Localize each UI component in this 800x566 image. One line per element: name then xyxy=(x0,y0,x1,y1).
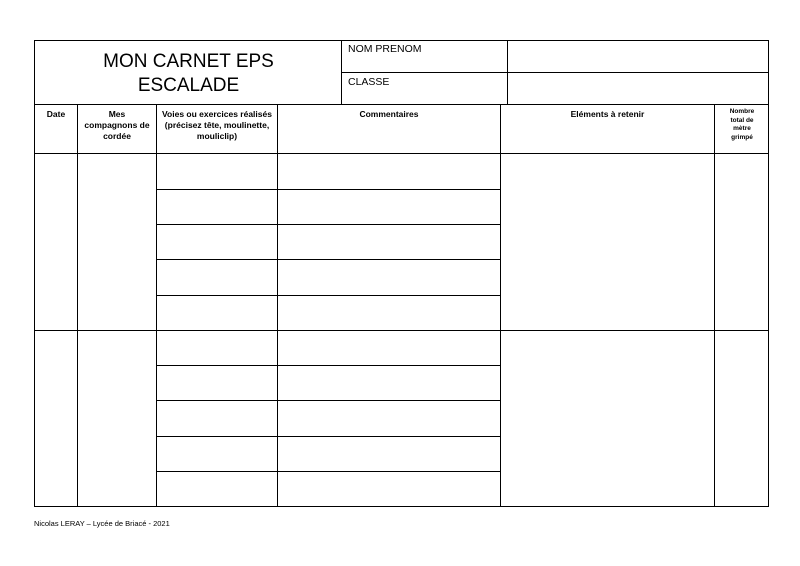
session-2-route-line-4 xyxy=(156,471,500,472)
column-header-meters: Nombre total de mètre grimpé xyxy=(729,108,755,141)
session-divider xyxy=(34,330,768,331)
title-line-1: MON CARNET EPS xyxy=(103,51,274,72)
column-divider-partners xyxy=(156,104,157,507)
name-field[interactable] xyxy=(508,41,767,72)
table-bottom-border xyxy=(34,506,768,507)
header-bottom-border xyxy=(34,104,768,105)
column-header-notes: Eléments à retenir xyxy=(570,109,645,119)
session-2-route-line-2 xyxy=(156,400,500,401)
column-header-comments: Commentaires xyxy=(359,109,419,119)
session-2-route-line-3 xyxy=(156,436,500,437)
session-1-route-line-1 xyxy=(156,189,500,190)
session-1-route-line-3 xyxy=(156,259,500,260)
session-2-route-line-1 xyxy=(156,365,500,366)
column-header-routes: Voies ou exercices réalisés (précisez tête, moulinette, mouliclip) xyxy=(162,109,272,141)
title-line-2: ESCALADE xyxy=(137,75,240,96)
column-divider-date xyxy=(77,104,78,507)
column-divider-routes xyxy=(277,104,278,507)
header-right-border xyxy=(768,40,769,507)
session-1-route-line-4 xyxy=(156,295,500,296)
name-label: NOM PRENOM xyxy=(348,43,422,55)
column-header-bottom-border xyxy=(34,153,768,154)
page-title xyxy=(36,50,341,98)
column-header-partners: Mes compagnons de cordée xyxy=(84,109,150,141)
class-label: CLASSE xyxy=(348,76,390,88)
session-1-route-line-2 xyxy=(156,224,500,225)
header-title-divider xyxy=(341,40,342,104)
column-divider-notes xyxy=(714,104,715,507)
class-field[interactable] xyxy=(508,73,767,104)
column-header-date: Date xyxy=(46,109,66,119)
column-divider-comments xyxy=(500,104,501,507)
footer-credit: Nicolas LERAY – Lycée de Briacé - 2021 xyxy=(34,519,170,528)
